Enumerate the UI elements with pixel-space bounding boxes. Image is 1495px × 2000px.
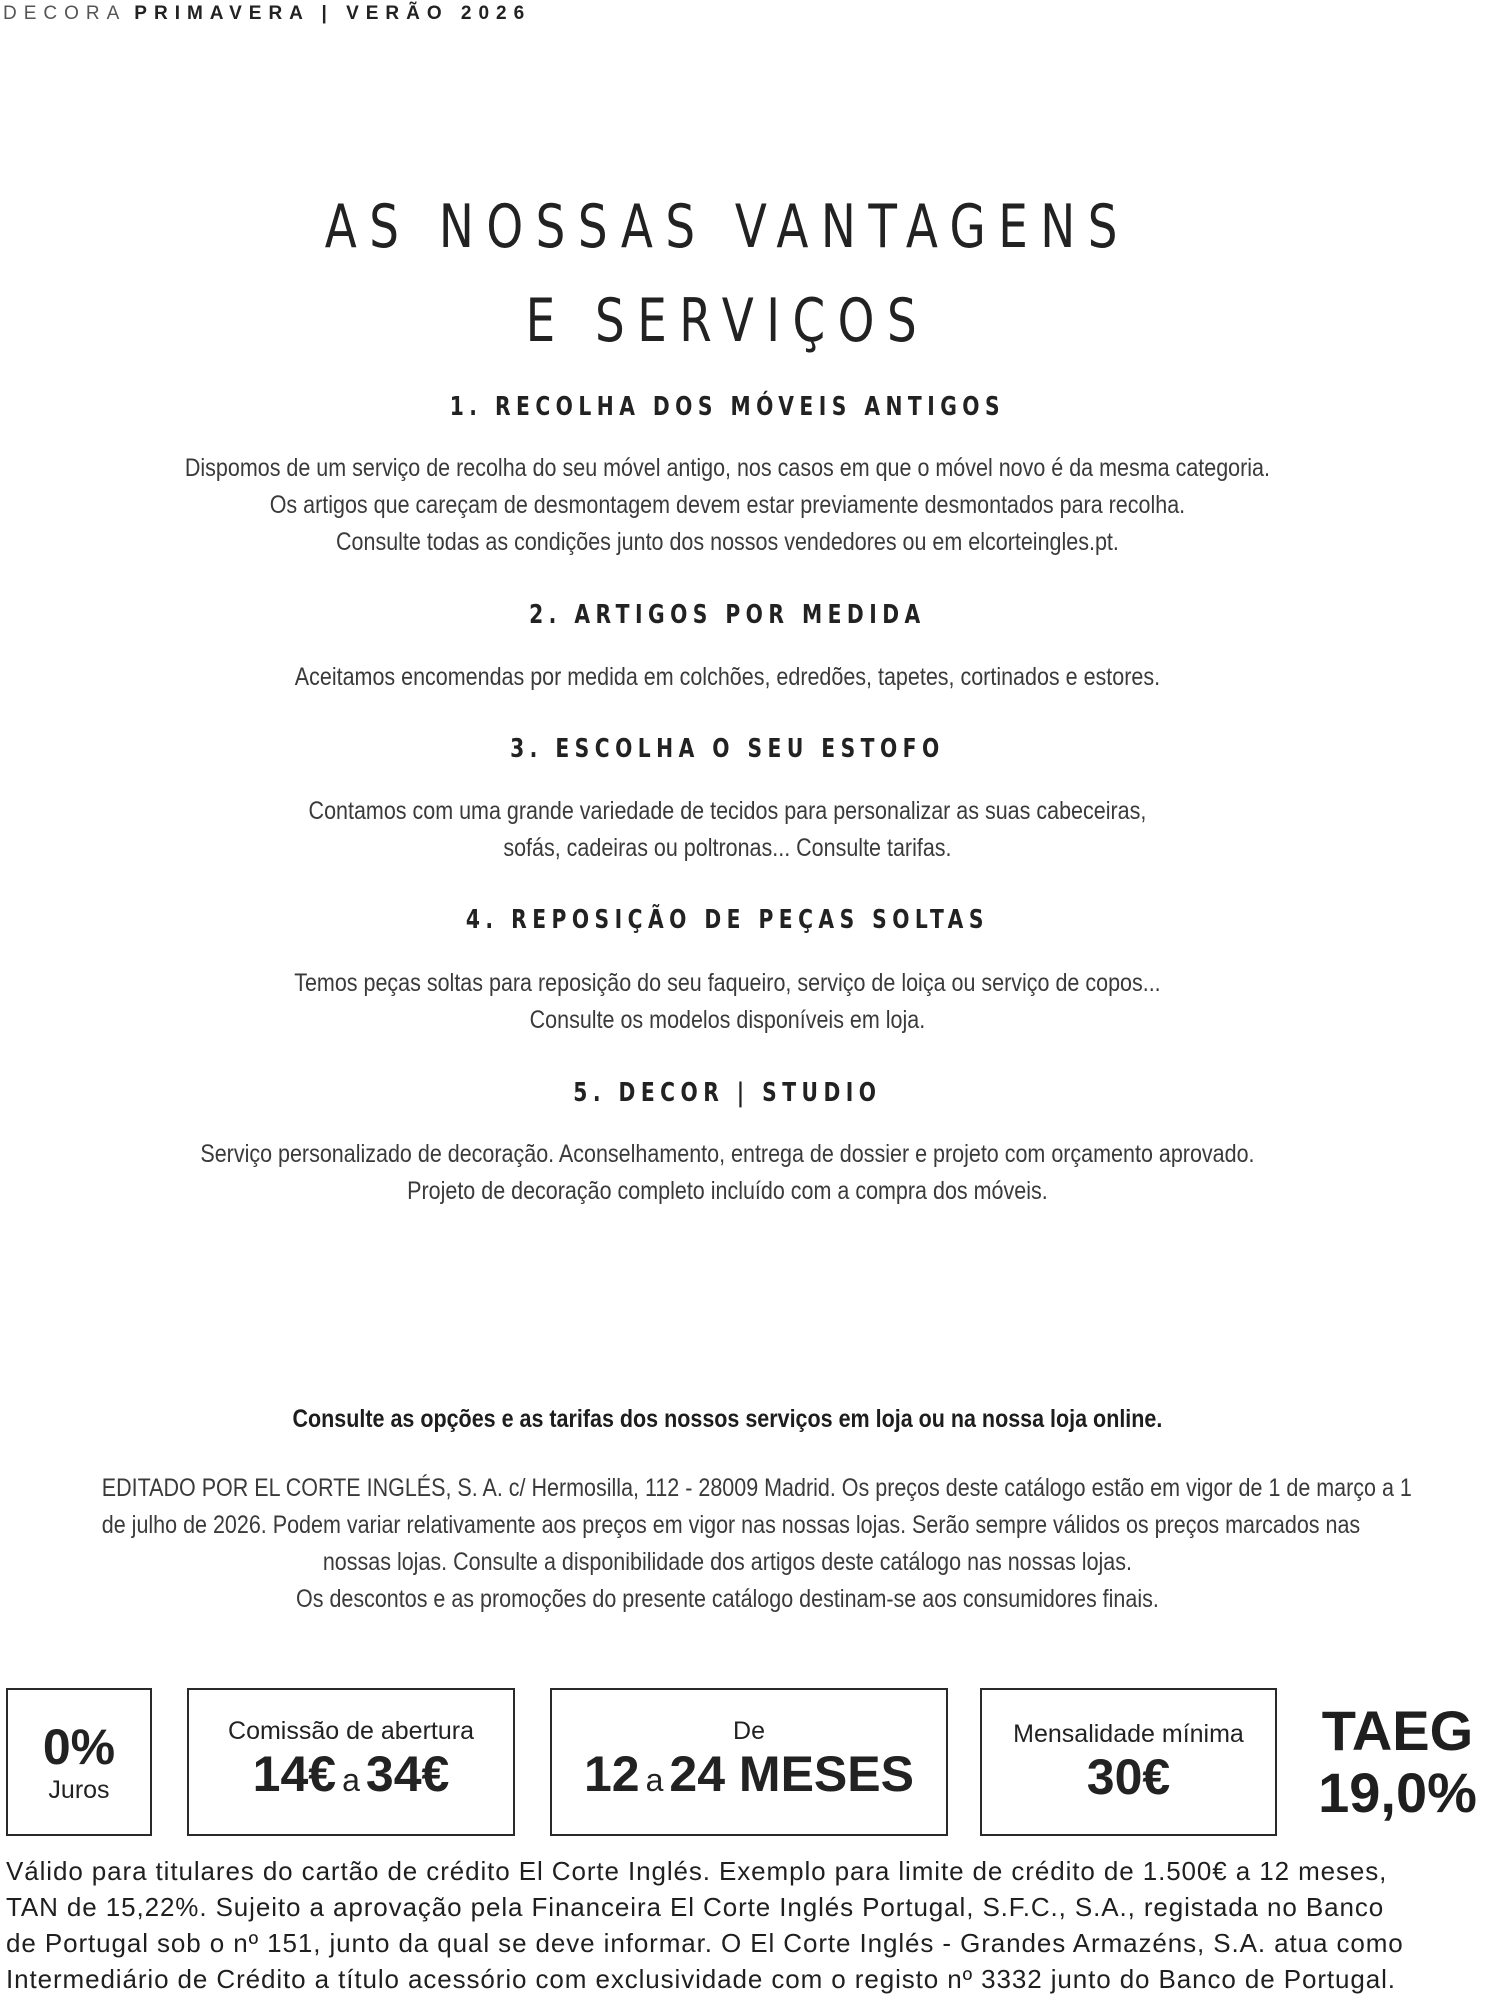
section-body-recolha: [102, 450, 1353, 561]
commission-min: 14€: [252, 1746, 337, 1802]
term-connector: a: [645, 1762, 664, 1798]
term-min: 12: [584, 1746, 640, 1802]
section-body-line: Serviço personalizado de decoração. Aconselhamento, entrega de dossier e projeto com orçamento aprovado.: [200, 1140, 1255, 1168]
section-body-line: Os artigos que careçam de desmontagem devem estar previamente desmontados para recolha.: [269, 491, 1186, 519]
taeg-label: TAEG: [1321, 1699, 1474, 1762]
section-body-line: Consulte todas as condições junto dos nossos vendedores ou em elcorteingles.pt.: [336, 528, 1119, 556]
section-heading-estofo: 3. ESCOLHA O SEU ESTOFO: [510, 734, 945, 764]
page-title-line-1: AS NOSSAS VANTAGENS: [324, 192, 1130, 262]
section-body-reposicao: [102, 965, 1353, 1039]
page-title: [160, 180, 1295, 368]
publisher-notice-line: EDITADO POR EL CORTE INGLÉS, S. A. c/ Hermosilla, 112 - 28009 Madrid. Os preços deste catálogo estão em vigor de 1 de março a 1: [101, 1474, 1412, 1502]
section-body-line: Dispomos de um serviço de recolha do seu móvel antigo, nos casos em que o móvel novo é da mesma categoria.: [184, 454, 1270, 482]
term-max: 24 MESES: [669, 1746, 914, 1802]
commission-connector: a: [342, 1762, 360, 1798]
legal-line: TAN de 15,22%. Sujeito a aprovação pela Financeira El Corte Inglés Portugal, S.F.C., S.A., registada no Banco: [6, 1892, 1385, 1922]
section-body-line: Temos peças soltas para reposição do seu faqueiro, serviço de loiça ou serviço de copos...: [294, 969, 1161, 997]
publisher-notice-line: nossas lojas. Consulte a disponibilidade dos artigos deste catálogo nas nossas lojas.: [322, 1548, 1132, 1576]
legal-line: Válido para titulares do cartão de crédito El Corte Inglés. Exemplo para limite de crédito de 1.500€ a 12 meses,: [6, 1856, 1388, 1886]
commission-box: [187, 1688, 515, 1836]
interest-value: 0%: [42, 1719, 116, 1775]
catalog-header: [3, 0, 531, 30]
section-heading-medida: 2. ARTIGOS POR MEDIDA: [529, 600, 926, 630]
commission-max: 34€: [365, 1746, 450, 1802]
section-heading-reposicao: 4. REPOSIÇÃO DE PEÇAS SOLTAS: [465, 905, 989, 935]
section-body-decor-studio: [102, 1136, 1353, 1210]
interest-box: [6, 1688, 152, 1836]
legal-line: de Portugal sob o nº 151, junto da qual se deve informar. O El Corte Inglés - Grandes Armazéns, S.A. atua como: [6, 1928, 1404, 1958]
publisher-notice-line: de julho de 2026. Podem variar relativamente aos preços em vigor nas nossas lojas. Serão sempre válidos os preços marcados nas: [101, 1511, 1361, 1539]
page-title-line-2: E SERVIÇOS: [525, 286, 930, 356]
commission-label: Comissão de abertura: [228, 1717, 474, 1745]
section-body-line: Consulte os modelos disponíveis em loja.: [529, 1006, 926, 1034]
term-range: [584, 1746, 914, 1808]
taeg-block: [1300, 1700, 1495, 1824]
taeg-value: 19,0%: [1318, 1761, 1477, 1824]
section-body-medida: [102, 659, 1353, 696]
brand-name: DECORA: [3, 3, 127, 24]
section-heading-recolha: 1. RECOLHA DOS MÓVEIS ANTIGOS: [449, 392, 1006, 422]
consult-note: Consulte as opções e as tarifas dos nossos serviços em loja ou na nossa loja online.: [292, 1405, 1163, 1433]
term-label: De: [733, 1717, 765, 1745]
monthly-label: Mensalidade mínima: [1013, 1720, 1244, 1748]
legal-line: Intermediário de Crédito a título acessório com exclusividade com o registo nº 3332 junto do Banco de Portugal.: [6, 1964, 1396, 1994]
monthly-value: 30€: [1086, 1749, 1171, 1805]
credit-legal-text: [6, 1853, 1486, 1997]
section-body-line: Contamos com uma grande variedade de tecidos para personalizar as suas cabeceiras,: [308, 797, 1147, 825]
section-body-line: Projeto de decoração completo incluído com a compra dos móveis.: [407, 1177, 1048, 1205]
term-box: [550, 1688, 948, 1836]
commission-range: [253, 1746, 450, 1808]
section-body-line: Aceitamos encomendas por medida em colchões, edredões, tapetes, cortinados e estores.: [294, 663, 1161, 691]
publisher-notice-line: Os descontos e as promoções do presente catálogo destinam-se aos consumidores finais.: [295, 1585, 1159, 1613]
season-label: PRIMAVERA | VERÃO 2026: [134, 3, 532, 24]
monthly-box: [980, 1688, 1277, 1836]
interest-label: Juros: [48, 1776, 110, 1804]
section-body-estofo: [102, 793, 1353, 867]
section-body-line: sofás, cadeiras ou poltronas... Consulte tarifas.: [503, 834, 952, 862]
section-heading-decor-studio: 5. DECOR | STUDIO: [573, 1078, 882, 1108]
publisher-notice: [101, 1470, 1412, 1618]
